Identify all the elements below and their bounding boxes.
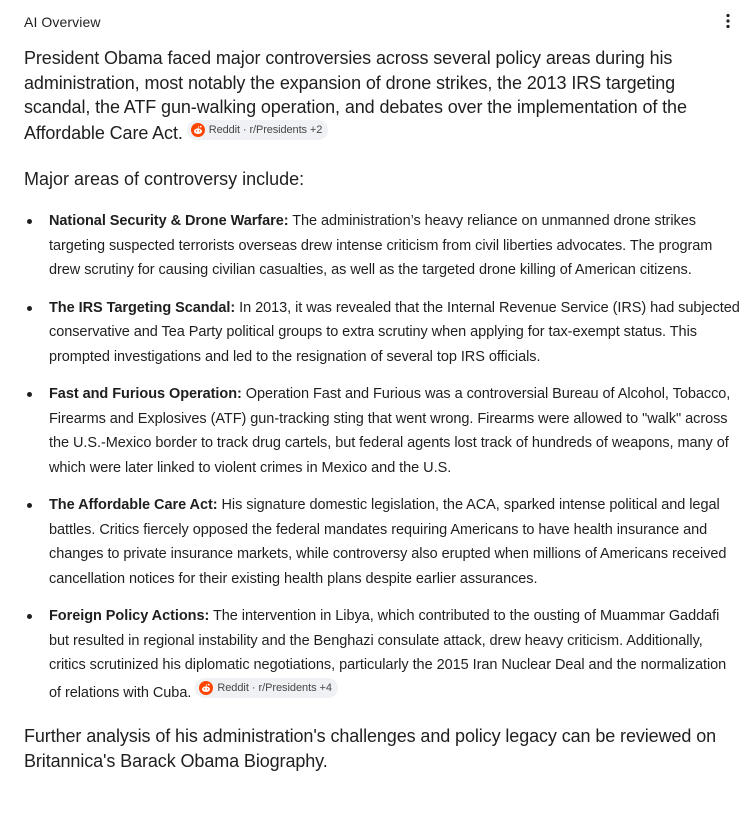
list-item (24, 382, 742, 480)
source-chip-label: Reddit · r/Presidents +2 (208, 123, 323, 136)
list-item-text: The intervention in Libya, which contributed to the ousting of Muammar Gaddafi but resulted in regional instability and the Benghazi consulate attack, drew heavy criticism. Additionally, critics scrutinized his diplomatic negotiations, particularly the 2015 Iran Nuclear Deal and the normalization of relations with Cuba. (49, 608, 727, 701)
more-vert-icon (726, 13, 730, 29)
bullet-dot-icon (27, 306, 32, 311)
ai-overview-title: AI Overview (24, 14, 101, 30)
source-chip-foreign-policy[interactable] (195, 678, 338, 698)
list-item (24, 209, 742, 283)
list-item (24, 493, 742, 591)
reddit-icon (191, 123, 205, 137)
intro-paragraph (24, 46, 742, 145)
list-item-title: The IRS Targeting Scandal: (49, 299, 236, 316)
ai-overview-header (24, 12, 738, 32)
bullet-dot-icon (27, 392, 32, 397)
intro-text: President Obama faced major controversies across several policy areas during his administration, most notably the expansion of drone strikes, the 2013 IRS targeting scandal, the ATF gun-walking operation, and debates over the implementation of the Affordable Care Act. (24, 48, 687, 143)
reddit-icon (199, 681, 213, 695)
list-item-title: Foreign Policy Actions: (49, 608, 210, 624)
bullet-dot-icon (27, 503, 32, 508)
ai-overview-content (24, 46, 742, 773)
list-item (24, 296, 742, 370)
source-chip-intro[interactable] (187, 120, 328, 140)
list-item (24, 604, 742, 705)
source-chip-label: Reddit · r/Presidents +4 (217, 681, 332, 694)
list-item-title: National Security & Drone Warfare: (49, 213, 289, 229)
list-item-title: Fast and Furious Operation: (49, 386, 242, 402)
list-item-text: Operation Fast and Furious was a controversial Bureau of Alcohol, Tobacco, Firearms and Explosives (ATF) gun-tracking sting that went wrong. Firearms were allowed to "walk" across the U.S.-Mexico border to track drug cartels, but federal agents lost track of hundreds of weapons, many of which were later linked to violent crimes in Mexico and the U.S. (49, 386, 731, 476)
bullet-dot-icon (27, 219, 32, 224)
bullet-dot-icon (27, 614, 32, 619)
controversy-list (24, 209, 742, 705)
list-item-text: His signature domestic legislation, the ACA, sparked intense political and legal battles. Critics fiercely opposed the federal mandates requiring Americans to have health insurance and changes to private insurance markets, while controversy also erupted when millions of Americans received cancellation notices for their existing health plans despite earlier assurances. (49, 497, 727, 587)
outro-paragraph: Further analysis of his administration's challenges and policy legacy can be reviewed on Britannica's Barack Obama Biography. (24, 726, 717, 771)
more-options-button[interactable] (718, 13, 738, 35)
list-item-text: In 2013, it was revealed that the Internal Revenue Service (IRS) had subjected conservative and Tea Party political groups to extra scrutiny when applying for tax-exempt status. This prompted investigations and led to the resignation of several top IRS officials. (49, 299, 740, 365)
controversy-subheading: Major areas of controversy include: (24, 169, 305, 189)
list-item-title: The Affordable Care Act: (49, 497, 218, 513)
list-item-text: The administration’s heavy reliance on unmanned drone strikes targeting suspected terrorists overseas drew intense criticism from civil liberties advocates. The program drew scrutiny for causing civilian casualties, as well as the targeted drone killing of American citizens. (49, 213, 713, 278)
